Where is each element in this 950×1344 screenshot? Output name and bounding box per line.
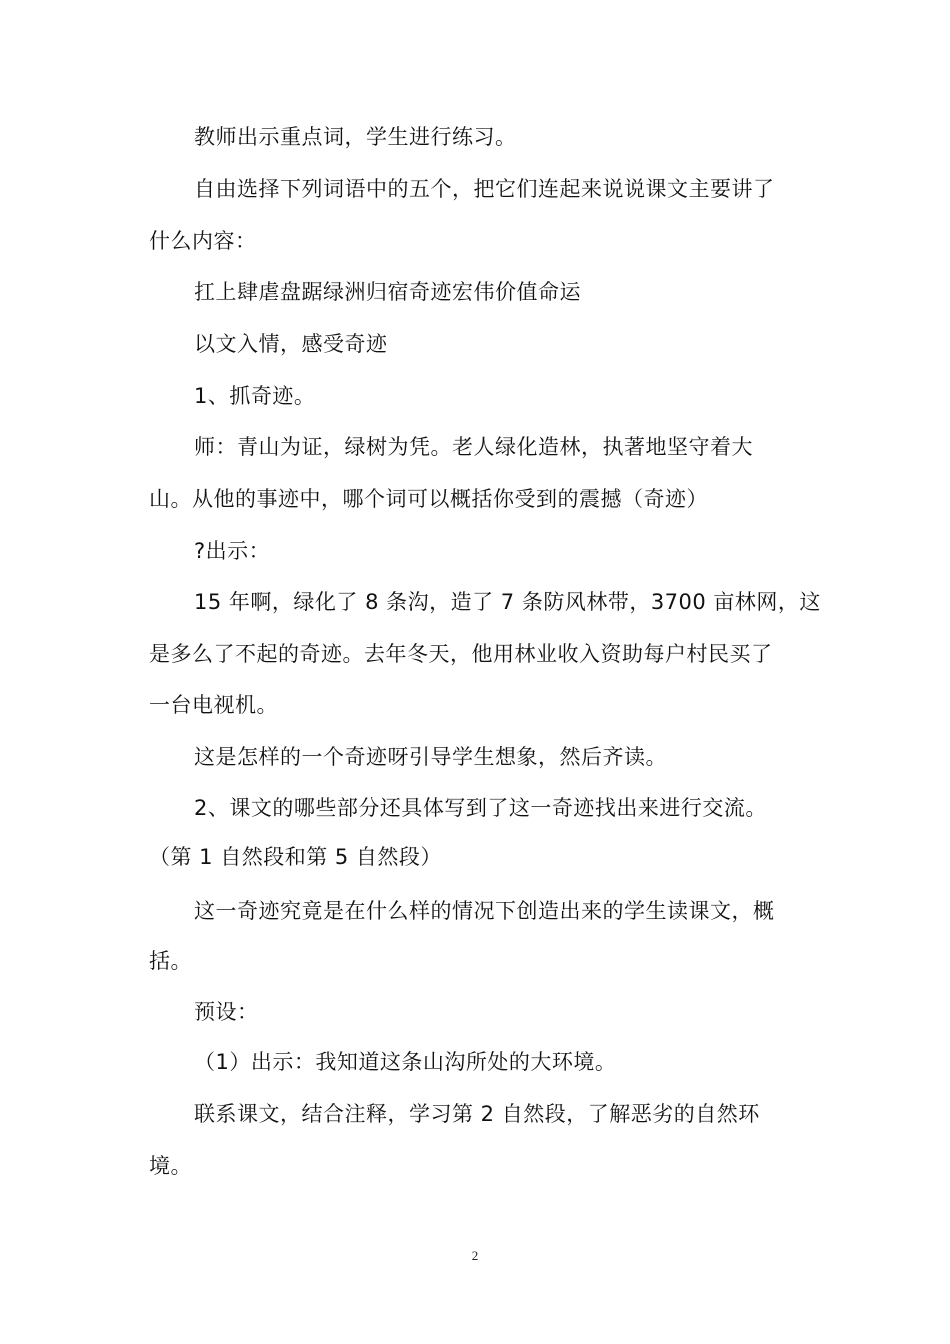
paragraph-line: 以文入情，感受奇迹 — [194, 332, 388, 356]
page-number: 2 — [471, 1248, 479, 1263]
paragraph-line: 这一奇迹究竟是在什么样的情况下创造出来的学生读课文，概 — [194, 899, 775, 923]
paragraph-line: 这是怎样的一个奇迹呀引导学生想象，然后齐读。 — [194, 745, 667, 769]
paragraph-line: （第 1 自然段和第 5 自然段） — [149, 845, 442, 869]
paragraph-line: 15 年啊，绿化了 8 条沟，造了 7 条防风林带，3700 亩林网，这 — [194, 590, 821, 614]
paragraph-line: 一台电视机。 — [149, 693, 278, 717]
paragraph-line: 山。从他的事迹中，哪个词可以概括你受到的震撼（奇迹） — [149, 487, 708, 511]
paragraph-line: 是多么了不起的奇迹。去年冬天，他用林业收入资助每户村民买了 — [149, 642, 773, 666]
paragraph-line: 教师出示重点词，学生进行练习。 — [194, 125, 517, 149]
paragraph-line: 师：青山为证，绿树为凭。老人绿化造林，执著地坚守着大 — [194, 435, 753, 459]
paragraph-line: 境。 — [149, 1154, 192, 1178]
paragraph-line: 括。 — [149, 949, 192, 973]
paragraph-line: ?出示： — [194, 539, 271, 563]
paragraph-line: 什么内容： — [149, 229, 257, 253]
paragraph-line: 2、课文的哪些部分还具体写到了这一奇迹找出来进行交流。 — [194, 796, 767, 820]
paragraph-line: 预设： — [194, 1000, 259, 1024]
paragraph-line: 联系课文，结合注释，学习第 2 自然段，了解恶劣的自然环 — [194, 1102, 760, 1126]
paragraph-line: （1）出示：我知道这条山沟所处的大环境。 — [194, 1050, 617, 1074]
paragraph-line: 1、抓奇迹。 — [194, 384, 316, 408]
paragraph-line: 扛上肆虐盘踞绿洲归宿奇迹宏伟价值命运 — [194, 280, 581, 304]
paragraph-line: 自由选择下列词语中的五个，把它们连起来说说课文主要讲了 — [194, 177, 775, 201]
